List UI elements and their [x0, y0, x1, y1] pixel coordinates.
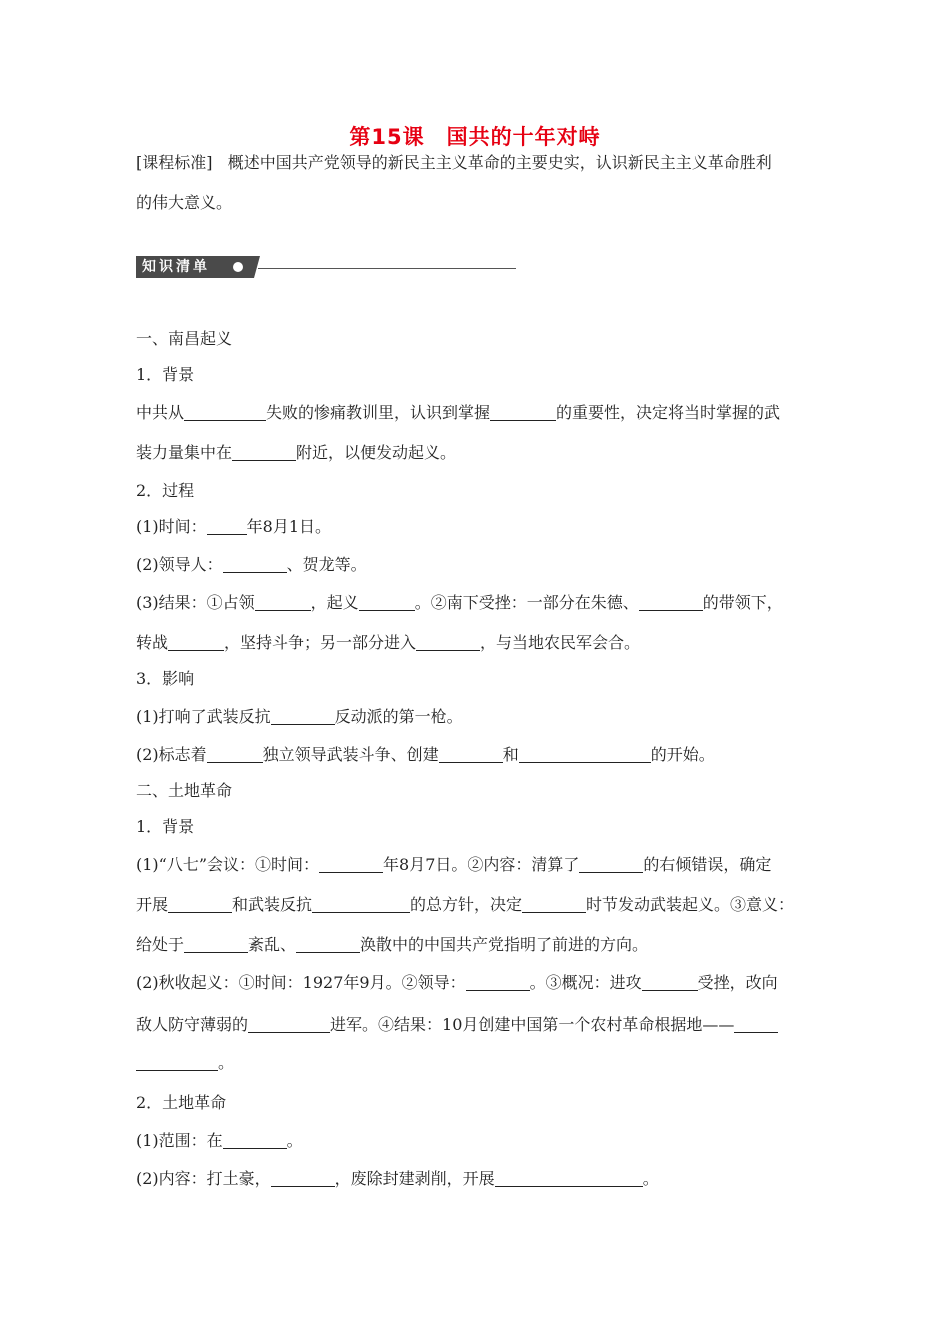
- text: 受挫，改向: [697, 973, 778, 992]
- text: (1)范围：在: [136, 1131, 223, 1150]
- fill-blank[interactable]: [359, 594, 415, 611]
- text: 。: [642, 1169, 659, 1188]
- part2-background-line3: [136, 934, 826, 956]
- part2-background-line2: [136, 894, 826, 916]
- text: ，坚持斗争；另一部分进入: [224, 633, 417, 652]
- fill-blank[interactable]: [639, 594, 703, 611]
- fill-blank[interactable]: [207, 518, 247, 535]
- text: (1)打响了武装反抗: [136, 707, 271, 726]
- part1-process-title: 2．过程: [136, 481, 195, 500]
- fill-blank[interactable]: [490, 404, 556, 421]
- text: 紊乱、: [248, 935, 297, 954]
- part1-influence-2: [136, 744, 826, 766]
- fill-blank[interactable]: [271, 1170, 335, 1187]
- part1-process-result: [136, 592, 826, 614]
- part1-background-title: 1．背景: [136, 365, 195, 384]
- fill-blank[interactable]: [248, 1016, 330, 1033]
- fill-blank[interactable]: [466, 974, 530, 991]
- fill-blank[interactable]: [184, 404, 266, 421]
- part1-background-line2: [136, 442, 826, 464]
- fill-blank[interactable]: [168, 634, 224, 651]
- text: 反动派的第一枪。: [334, 707, 463, 726]
- text: 附近，以便发动起义。: [296, 443, 457, 462]
- fill-blank[interactable]: [136, 1054, 218, 1071]
- section-divider: [258, 268, 516, 269]
- part2-background-line1: [136, 854, 826, 876]
- part1-process-time: [136, 516, 826, 538]
- text: (2)领导人：: [136, 555, 223, 574]
- part2-heading: 二、土地革命: [136, 781, 233, 800]
- standard-text: 概述中国共产党领导的新民主主义革命的主要史实，认识新民主主义革命胜利: [227, 153, 772, 172]
- fill-blank[interactable]: [319, 856, 383, 873]
- knowledge-list-badge: 知识清单: [136, 256, 254, 278]
- text: 。③概况：进攻: [529, 973, 642, 992]
- fill-blank[interactable]: [271, 708, 335, 725]
- text: 的开始。: [650, 745, 715, 764]
- fill-blank[interactable]: [207, 746, 263, 763]
- text: 时节发动武装起义。③意义：: [586, 895, 795, 914]
- text: 给处于: [136, 935, 185, 954]
- text: 、贺龙等。: [286, 555, 367, 574]
- text: 的右倾错误，确定: [643, 855, 772, 874]
- text: 年8月1日。: [246, 517, 332, 536]
- part1-process-leader: [136, 554, 826, 576]
- fill-blank[interactable]: [734, 1016, 778, 1033]
- fill-blank[interactable]: [296, 936, 360, 953]
- text: 开展: [136, 895, 169, 914]
- badge-dot-icon: [233, 262, 243, 272]
- text: (3)结果：①占领: [136, 593, 255, 612]
- fill-blank[interactable]: [579, 856, 643, 873]
- part1-background-line1: [136, 402, 826, 424]
- part1-process-result-cont: [136, 632, 826, 654]
- standard-label: [课程标准]: [136, 153, 213, 172]
- text: 。②南下受挫：一部分在朱德、: [414, 593, 639, 612]
- fill-blank[interactable]: [522, 896, 586, 913]
- part1-influence-title: 3．影响: [136, 669, 195, 688]
- fill-blank[interactable]: [184, 936, 248, 953]
- part2-autumn-line1: [136, 972, 826, 994]
- fill-blank[interactable]: [642, 974, 698, 991]
- text: 装力量集中在: [136, 443, 233, 462]
- curriculum-standard-line1: [136, 152, 826, 174]
- text: ，与当地农民军会合。: [480, 633, 641, 652]
- standard-text-cont: 的伟大意义。: [136, 193, 233, 212]
- text: 的重要性，决定将当时掌握的武: [556, 403, 781, 422]
- part1-influence-1: [136, 706, 826, 728]
- text: (2)内容：打土豪，: [136, 1169, 271, 1188]
- text: 失败的惨痛教训里，认识到掌握: [266, 403, 491, 422]
- part2-land-content: [136, 1168, 826, 1190]
- lesson-title: 第15课 国共的十年对峙: [349, 125, 601, 149]
- text: 中共从: [136, 403, 185, 422]
- fill-blank[interactable]: [439, 746, 503, 763]
- fill-blank[interactable]: [255, 594, 311, 611]
- text: 进军。④结果：10月创建中国第一个农村革命根据地——: [330, 1015, 735, 1034]
- part2-autumn-line2: [136, 1014, 826, 1036]
- text: 年8月7日。②内容：清算了: [383, 855, 580, 874]
- text: (1)“八七”会议：①时间：: [136, 855, 320, 874]
- text: ，起义: [310, 593, 359, 612]
- part1-heading: 一、南昌起义: [136, 329, 233, 348]
- text: (2)标志着: [136, 745, 207, 764]
- text: 转战: [136, 633, 169, 652]
- part2-background-title: 1．背景: [136, 817, 195, 836]
- text: 和: [502, 745, 519, 764]
- text: ，废除封建剥削，开展: [334, 1169, 495, 1188]
- text: 。: [286, 1131, 303, 1150]
- fill-blank[interactable]: [495, 1170, 643, 1187]
- fill-blank[interactable]: [519, 746, 651, 763]
- fill-blank[interactable]: [232, 444, 296, 461]
- fill-blank[interactable]: [168, 896, 232, 913]
- text: 。: [218, 1053, 235, 1072]
- badge-tail: [254, 256, 260, 278]
- text: 独立领导武装斗争、创建: [262, 745, 439, 764]
- text: 涣散中的中国共产党指明了前进的方向。: [360, 935, 649, 954]
- text: (1)时间：: [136, 517, 207, 536]
- text: 和武装反抗: [232, 895, 313, 914]
- curriculum-standard-line2: [136, 192, 826, 214]
- part2-autumn-line3: [136, 1052, 826, 1074]
- part2-land-title: 2．土地革命: [136, 1093, 227, 1112]
- fill-blank[interactable]: [223, 1132, 287, 1149]
- fill-blank[interactable]: [416, 634, 480, 651]
- fill-blank[interactable]: [223, 556, 287, 573]
- text: 的总方针，决定: [410, 895, 523, 914]
- text: (2)秋收起义：①时间：1927年9月。②领导：: [136, 973, 466, 992]
- fill-blank[interactable]: [312, 896, 410, 913]
- part2-land-scope: [136, 1130, 826, 1152]
- text: 的带领下，: [702, 593, 783, 612]
- text: 敌人防守薄弱的: [136, 1015, 249, 1034]
